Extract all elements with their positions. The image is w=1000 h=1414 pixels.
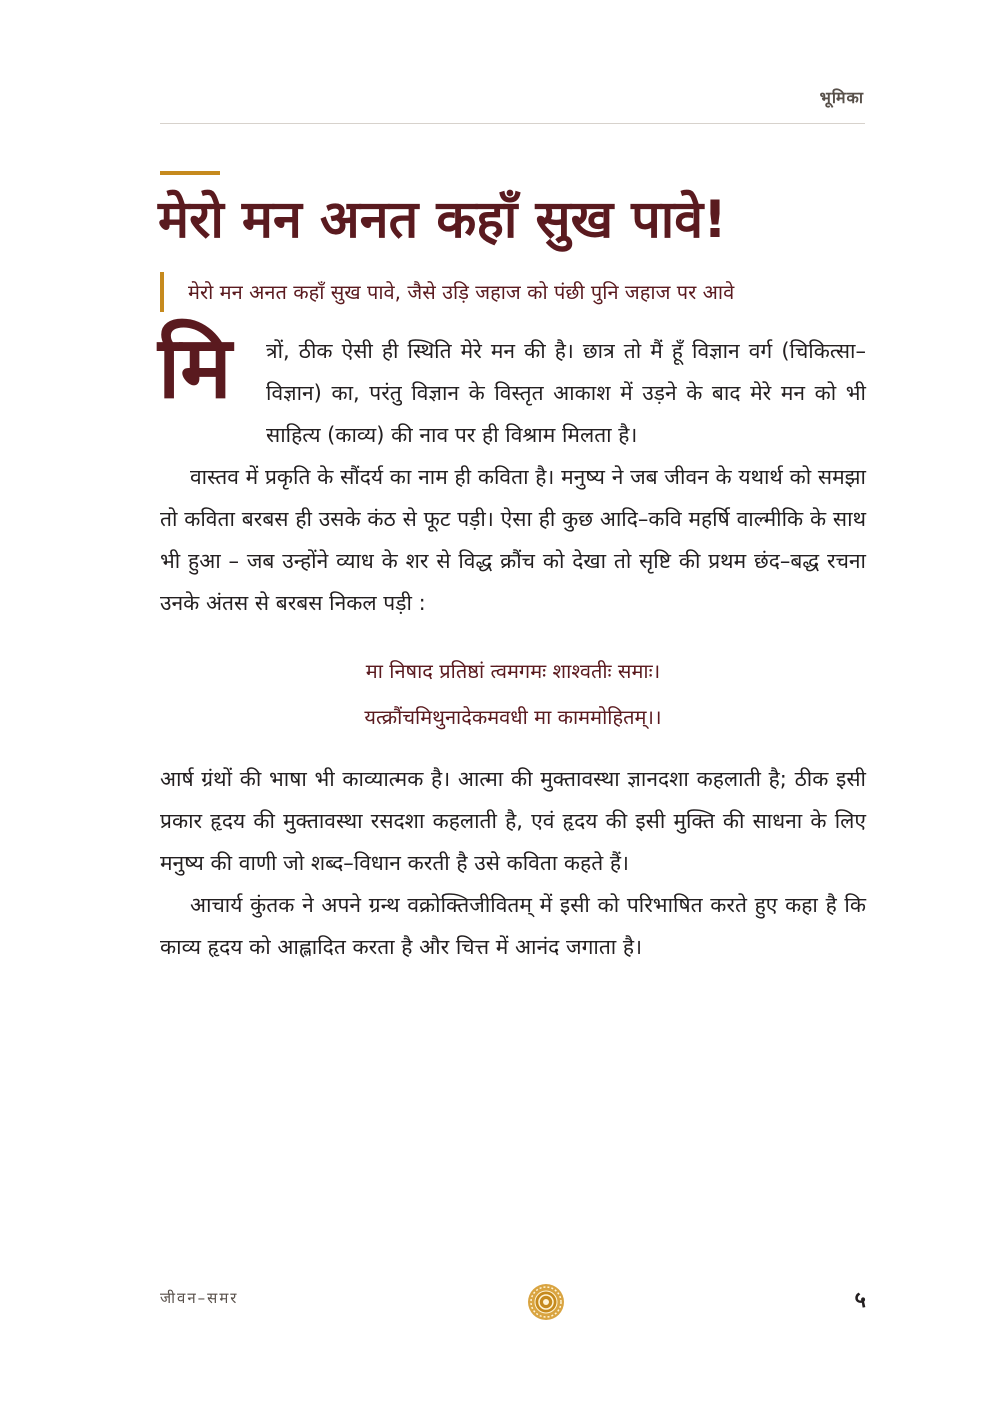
- title-accent-bar: [160, 171, 220, 175]
- subtitle-accent-bar: [160, 272, 164, 312]
- header-divider: [160, 123, 865, 124]
- paragraph-3: आर्ष ग्रंथों की भाषा भी काव्यात्मक है। आत्मा की मुक्तावस्था ज्ञानदशा कहलाती है; ठीक इसी प्रकार हृदय की मुक्तावस्था रसदशा कहलाती है, एवं हृदय की इसी मुक्ति की साधना के लिए मनुष्य की वाणी जो शब्द–विधान करती है उसे कविता कहते हैं।: [160, 767, 866, 875]
- paragraph-4: आचार्य कुंतक ने अपने ग्रन्थ वक्रोक्तिजीवितम् में इसी को परिभाषित करते हुए कहा है कि काव्य हृदय को आह्लादित करता है और चित्त में आनंद जगाता है।: [160, 893, 866, 959]
- section-label: भूमिका: [819, 88, 864, 107]
- verse-line-1: मा निषाद प्रतिष्ठां त्वमगमः शाश्वतीः समाः।: [365, 659, 661, 683]
- paragraph-1: त्रों, ठीक ऐसी ही स्थिति मेरे मन की है। छात्र तो मैं हूँ विज्ञान वर्ग (चिकित्सा–विज्ञान) का, परंतु विज्ञान के विस्तृत आकाश में उड़ने के बाद मेरे मन को भी साहित्य (काव्य) की नाव पर ही विश्राम मिलता है।: [266, 339, 866, 447]
- verse-line-2: यत्क्रौंचमिथुनादेकमवधी मा काममोहितम्।।: [364, 705, 662, 729]
- footer-book-title: जीवन–समर: [160, 1289, 239, 1307]
- page-number: ५: [854, 1288, 866, 1313]
- drop-cap: मि: [158, 318, 232, 418]
- page-subtitle: मेरो मन अनत कहाँ सुख पावे, जैसे उड़ि जहाज को पंछी पुनि जहाज पर आवे: [188, 280, 735, 304]
- mandala-ornament-icon: [527, 1283, 565, 1321]
- page-title: मेरो मन अनत कहाँ सुख पावे!: [158, 190, 727, 250]
- paragraph-2: वास्तव में प्रकृति के सौंदर्य का नाम ही कविता है। मनुष्य ने जब जीवन के यथार्थ को समझा तो कविता बरबस ही उसके कंठ से फूट पड़ी। ऐसा ही कुछ आदि–कवि महर्षि वाल्मीकि के साथ भी हुआ – जब उन्होंने व्याध के शर से विद्ध क्रौंच को देखा तो सृष्टि की प्रथम छंद–बद्ध रचना उनके अंतस से बरबस निकल पड़ी :: [160, 465, 866, 615]
